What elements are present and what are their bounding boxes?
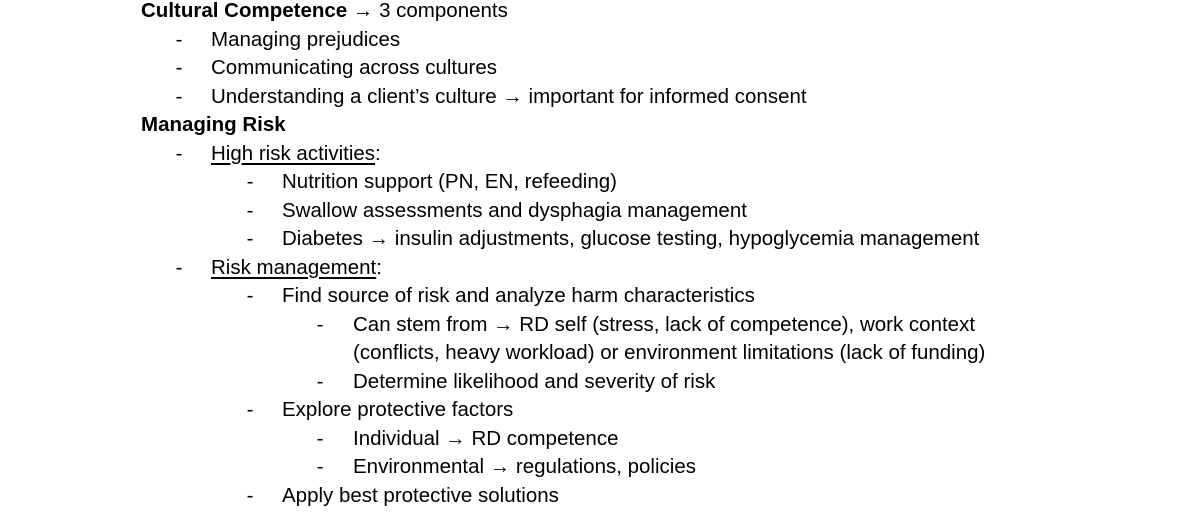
bullet-dash: - — [316, 426, 324, 450]
bullet-dash: - — [246, 284, 254, 307]
high-risk-suffix: : — [375, 141, 381, 165]
bullet-dash: - — [246, 398, 254, 421]
list-item-text: Environmental → regulations, policies — [353, 455, 696, 478]
list-item-text: Find source of risk and analyze harm characteristics — [282, 284, 755, 307]
bullet-dash: - — [246, 198, 254, 222]
risk-management-label: Risk management — [211, 255, 377, 279]
heading-managing-risk-label: Managing Risk — [141, 113, 286, 136]
list-item-text: Nutrition support (PN, EN, refeeding) — [282, 170, 617, 193]
bullet-dash: - — [316, 369, 324, 393]
bullet-dash: - — [175, 56, 183, 79]
list-item-text: Can stem from → RD self (stress, lack of competence), work context — [353, 312, 976, 336]
list-item-text: Managing prejudices — [211, 27, 401, 51]
list-item-text: Apply best protective solutions — [282, 483, 559, 507]
heading-cultural-competence-tail: → 3 components — [347, 0, 508, 22]
list-item-text: Individual → RD competence — [353, 426, 619, 450]
bullet-dash: - — [175, 255, 183, 279]
list-item-text: Determine likelihood and severity of risk — [353, 369, 716, 393]
list-item-text: Diabetes → insulin adjustments, glucose testing, hypoglycemia management — [282, 227, 980, 250]
list-item-text: Understanding a client’s culture → important for informed consent — [211, 84, 807, 108]
bullet-dash: - — [175, 27, 183, 51]
bullet-dash: - — [246, 170, 254, 193]
list-item-text: (conflicts, heavy workload) or environment limitations (lack of funding) — [353, 341, 986, 364]
heading-cultural-competence-label: Cultural Competence — [141, 0, 348, 22]
list-item-text: Swallow assessments and dysphagia management — [282, 198, 747, 222]
bullet-dash: - — [246, 227, 254, 250]
list-item-text: Explore protective factors — [282, 398, 514, 421]
bullet-dash: - — [316, 312, 324, 336]
bullet-dash: - — [175, 141, 183, 165]
risk-management-suffix: : — [376, 255, 382, 279]
bullet-dash: - — [316, 455, 324, 478]
bullet-dash: - — [246, 483, 254, 507]
list-item-text: Communicating across cultures — [211, 56, 497, 79]
high-risk-label: High risk activities — [211, 141, 376, 165]
bullet-dash: - — [175, 84, 183, 108]
